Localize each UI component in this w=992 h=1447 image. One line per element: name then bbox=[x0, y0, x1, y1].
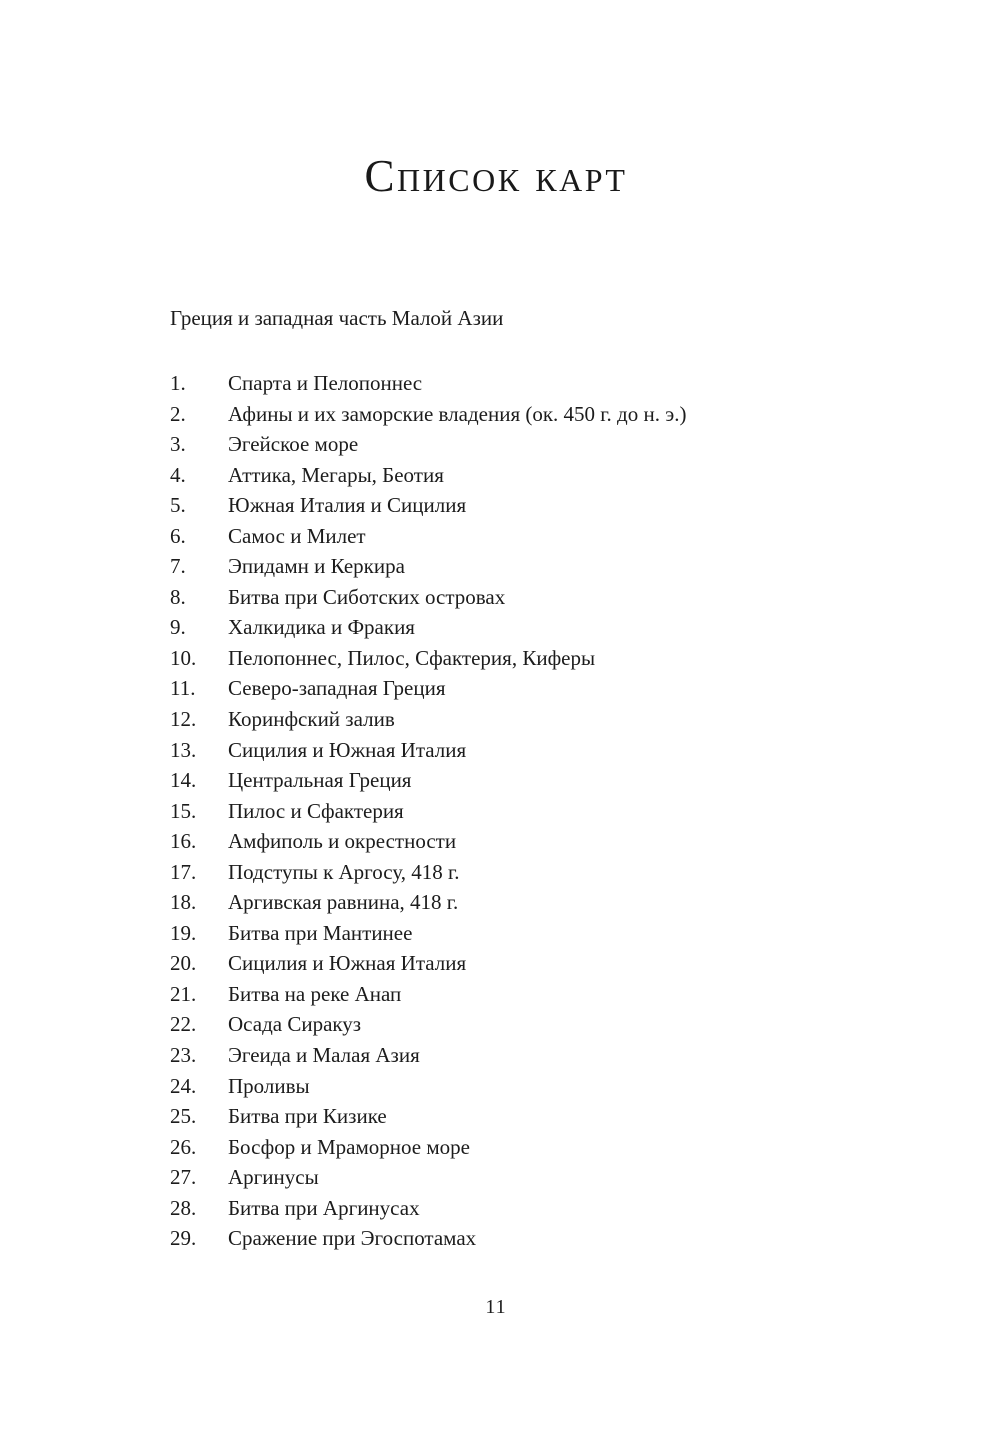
item-label: Южная Италия и Сицилия bbox=[228, 493, 467, 518]
item-label: Босфор и Мраморное море bbox=[228, 1134, 470, 1159]
item-label: Битва при Мантинее bbox=[228, 920, 413, 945]
list-item bbox=[170, 368, 912, 399]
item-number: 8. bbox=[170, 584, 186, 609]
item-label: Битва при Кизике bbox=[228, 1104, 387, 1129]
item-number: 27. bbox=[170, 1165, 197, 1190]
item-number: 20. bbox=[170, 951, 197, 976]
item-label: Битва при Сиботских островах bbox=[228, 584, 506, 609]
item-label: Подступы к Аргосу, 418 г. bbox=[228, 859, 460, 884]
item-number: 2. bbox=[170, 401, 186, 426]
list-item bbox=[170, 948, 912, 979]
list-item bbox=[170, 673, 912, 704]
list-item bbox=[170, 735, 912, 766]
item-label: Пилос и Сфактерия bbox=[228, 798, 404, 823]
item-number: 10. bbox=[170, 645, 197, 670]
list-item bbox=[170, 1132, 912, 1163]
list-item bbox=[170, 979, 912, 1010]
map-list bbox=[170, 368, 912, 1254]
item-number: 17. bbox=[170, 859, 197, 884]
list-item bbox=[170, 826, 912, 857]
list-item bbox=[170, 796, 912, 827]
list-item bbox=[170, 1101, 912, 1132]
page-title: Список карт bbox=[364, 151, 628, 201]
item-label: Северо-западная Греция bbox=[228, 676, 446, 701]
list-item bbox=[170, 612, 912, 643]
item-number: 6. bbox=[170, 523, 186, 548]
list-item bbox=[170, 551, 912, 582]
item-label: Коринфский залив bbox=[228, 707, 395, 732]
list-item bbox=[170, 1009, 912, 1040]
item-number: 19. bbox=[170, 920, 197, 945]
item-label: Аргивская равнина, 418 г. bbox=[228, 890, 459, 915]
item-label: Сражение при Эгоспотамах bbox=[228, 1226, 477, 1251]
item-number: 11. bbox=[170, 676, 196, 701]
list-item bbox=[170, 582, 912, 613]
list-item bbox=[170, 1040, 912, 1071]
item-label: Сицилия и Южная Италия bbox=[228, 737, 467, 762]
list-item bbox=[170, 857, 912, 888]
item-label: Битва на реке Анап bbox=[228, 981, 402, 1006]
list-item bbox=[170, 490, 912, 521]
list-item bbox=[170, 1162, 912, 1193]
item-number: 29. bbox=[170, 1226, 197, 1251]
item-number: 28. bbox=[170, 1195, 197, 1220]
page-number: 11 bbox=[485, 1296, 507, 1318]
item-label: Пелопоннес, Пилос, Сфактерия, Киферы bbox=[228, 645, 596, 670]
item-number: 1. bbox=[170, 371, 186, 395]
item-label: Эпидамн и Керкира bbox=[228, 554, 405, 579]
list-item bbox=[170, 399, 912, 430]
item-number: 14. bbox=[170, 768, 197, 793]
item-number: 13. bbox=[170, 737, 197, 762]
item-label: Центральная Греция bbox=[228, 768, 412, 793]
item-label: Эгеида и Малая Азия bbox=[228, 1043, 420, 1068]
list-item bbox=[170, 704, 912, 735]
item-label: Аргинусы bbox=[228, 1165, 319, 1190]
item-number: 26. bbox=[170, 1134, 197, 1159]
list-item bbox=[170, 918, 912, 949]
item-number: 22. bbox=[170, 1012, 197, 1037]
item-label: Сицилия и Южная Италия bbox=[228, 951, 467, 976]
item-label: Халкидика и Фракия bbox=[228, 615, 415, 640]
item-number: 4. bbox=[170, 462, 186, 487]
item-number: 25. bbox=[170, 1104, 197, 1129]
item-number: 9. bbox=[170, 615, 186, 640]
item-number: 7. bbox=[170, 554, 186, 579]
item-number: 16. bbox=[170, 829, 197, 854]
item-label: Амфиполь и окрестности bbox=[228, 829, 457, 854]
item-number: 3. bbox=[170, 432, 186, 457]
item-number: 24. bbox=[170, 1073, 197, 1098]
list-item bbox=[170, 887, 912, 918]
list-item bbox=[170, 1193, 912, 1224]
item-number: 21. bbox=[170, 981, 197, 1006]
item-number: 23. bbox=[170, 1043, 197, 1068]
item-label: Битва при Аргинусах bbox=[228, 1195, 420, 1220]
item-label: Спарта и Пелопоннес bbox=[228, 371, 423, 395]
section-subtitle: Греция и западная часть Малой Азии bbox=[170, 306, 504, 330]
item-number: 18. bbox=[170, 890, 197, 915]
list-item bbox=[170, 521, 912, 552]
item-number: 5. bbox=[170, 493, 186, 518]
item-label: Аттика, Мегары, Беотия bbox=[228, 462, 444, 487]
list-item bbox=[170, 765, 912, 796]
item-label: Афины и их заморские владения (ок. 450 г. до н. э.) bbox=[228, 401, 687, 426]
list-item bbox=[170, 429, 912, 460]
item-label: Осада Сиракуз bbox=[228, 1012, 362, 1037]
item-number: 15. bbox=[170, 798, 197, 823]
item-label: Проливы bbox=[228, 1073, 310, 1098]
list-item bbox=[170, 643, 912, 674]
item-label: Самос и Милет bbox=[228, 523, 366, 548]
item-label: Эгейское море bbox=[228, 432, 359, 457]
list-item bbox=[170, 1071, 912, 1102]
list-item bbox=[170, 1223, 912, 1254]
item-number: 12. bbox=[170, 707, 197, 732]
list-item bbox=[170, 460, 912, 491]
